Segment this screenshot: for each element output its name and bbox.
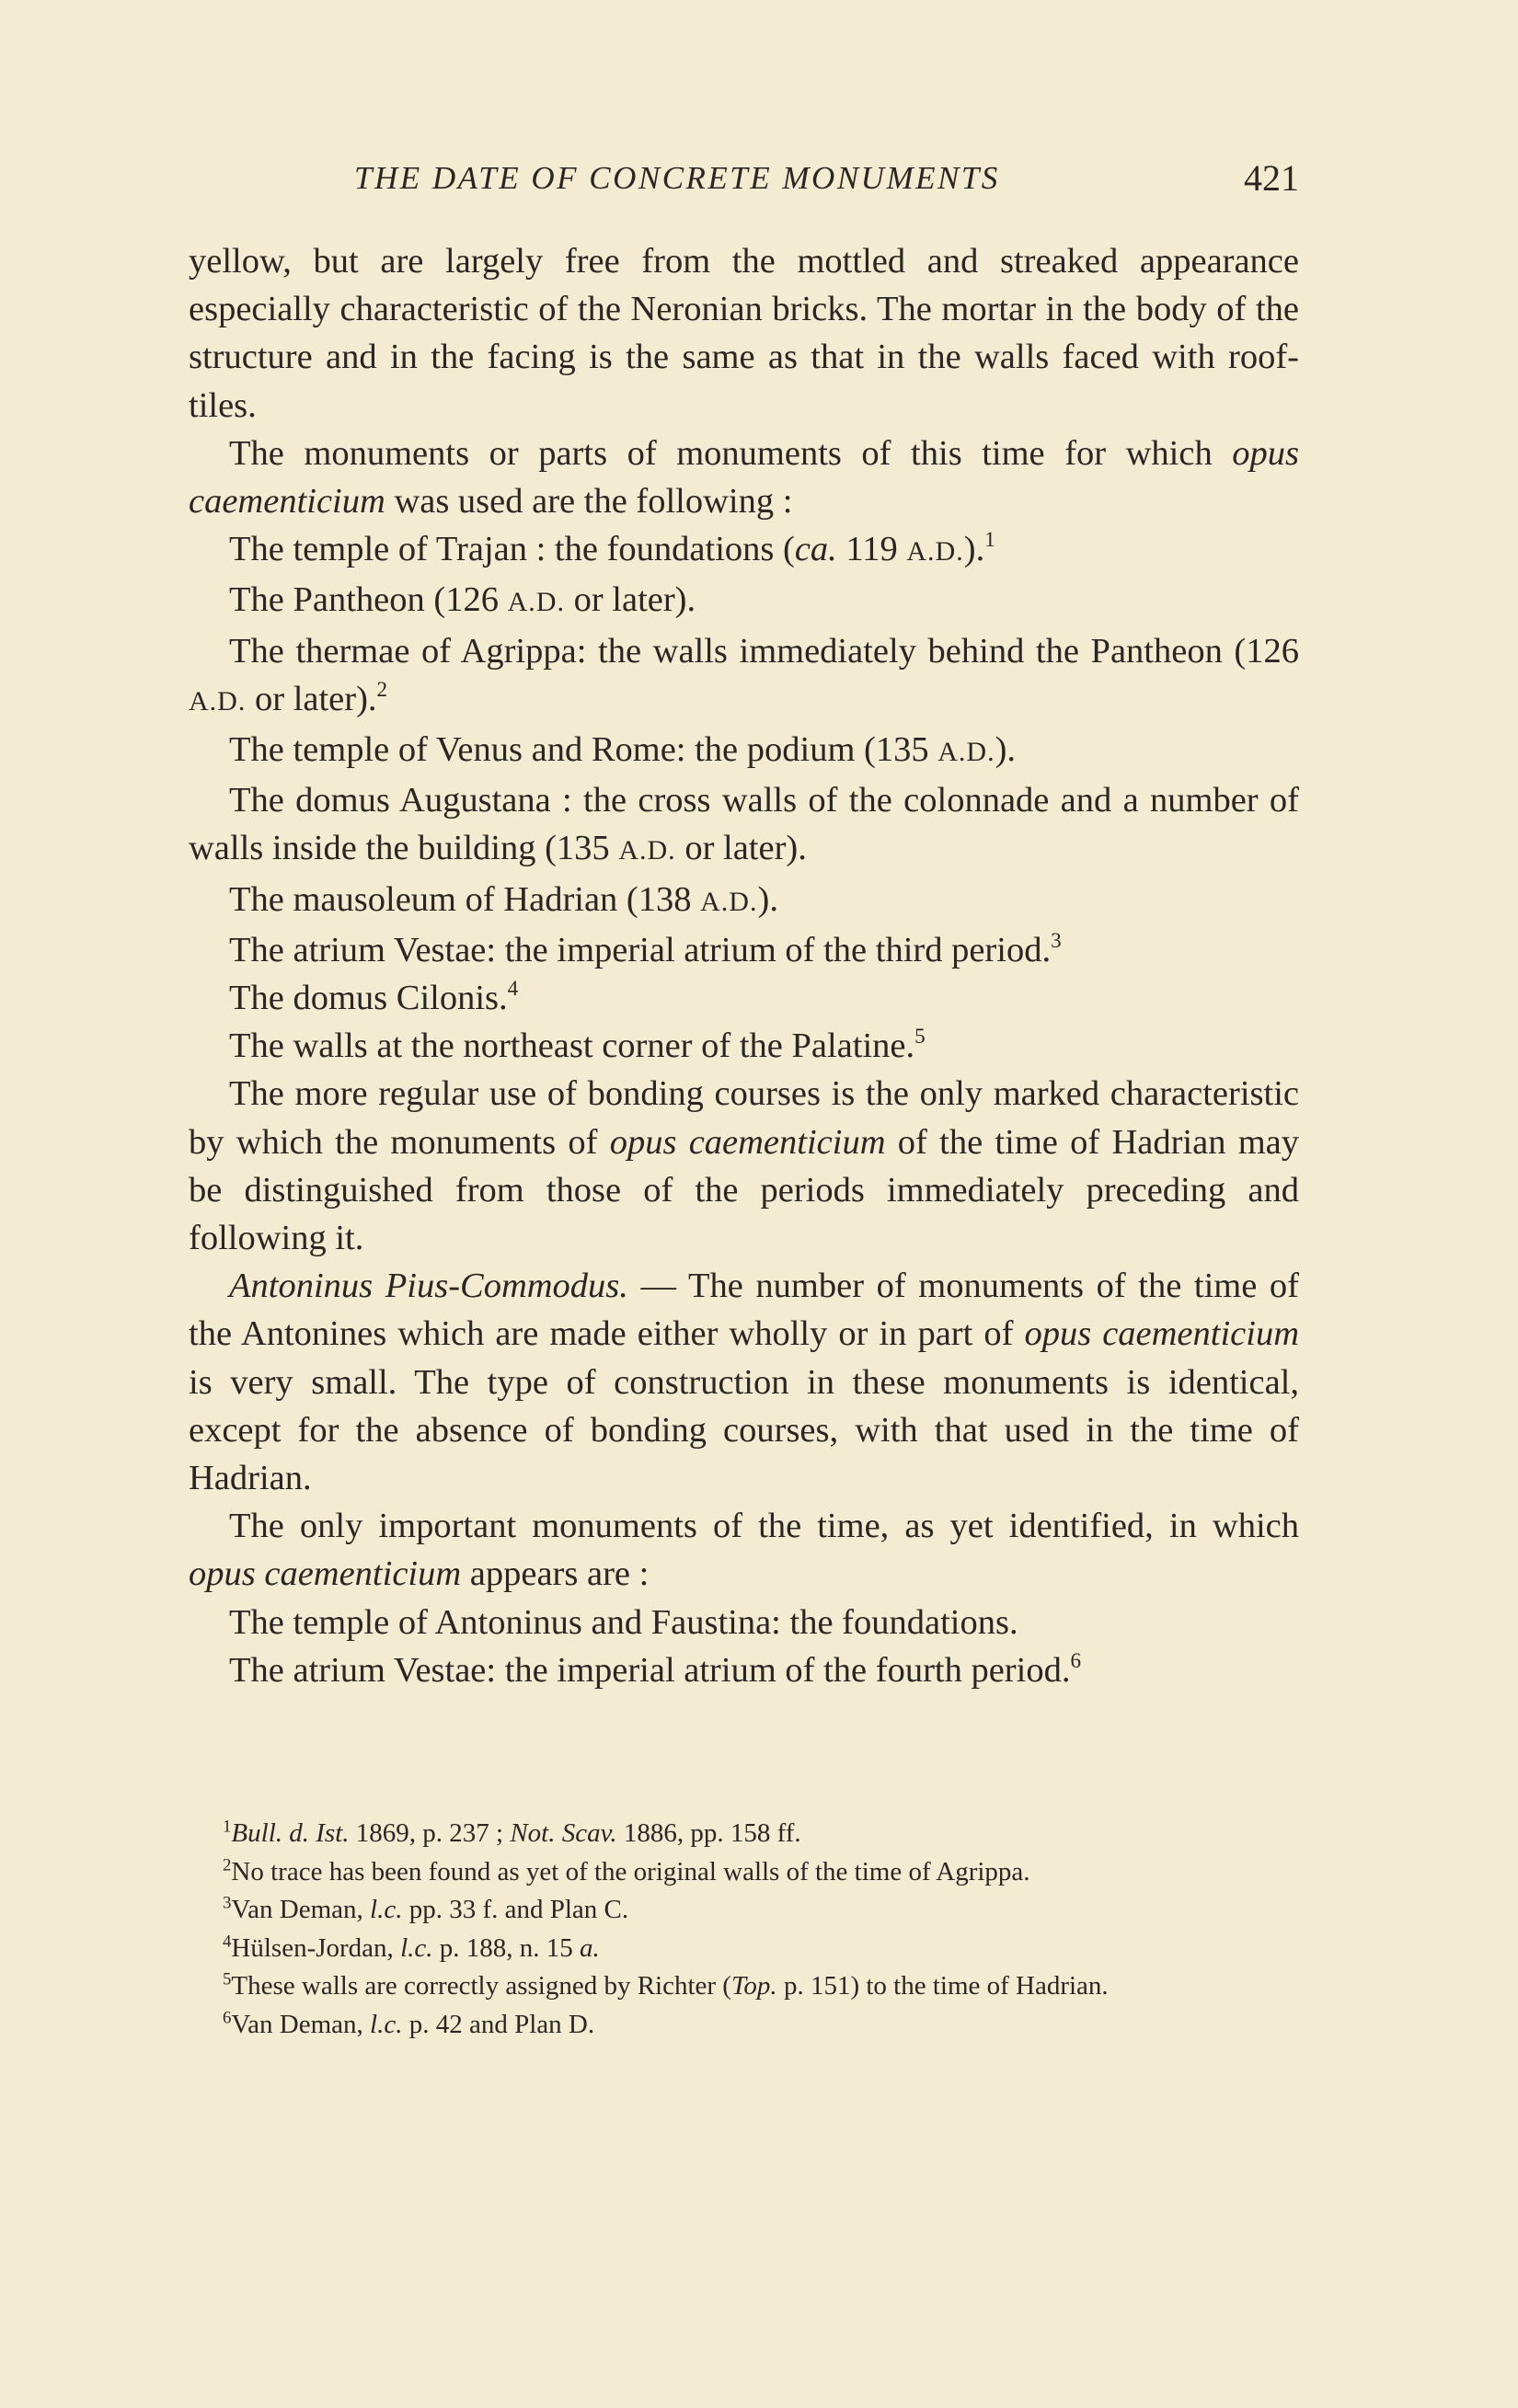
footnote-ref: 2 [376,676,388,701]
monument-entry: The mausoleum of Hadrian (138 A.D.). [229,879,778,919]
section-paragraph: Antoninus Pius-Commodus. — The number of monuments of the time of the Antonines which are made either wholly or in part of opus caementicium is very small. The type of construction in these monuments is identical, except for the absence of bonding courses, with that used in the time of Hadrian. [189,1267,1299,1498]
footnote: $^5$These walls are correctly assigned by Richter (Top. p. 151) to the time of Hadrian. [223,1969,1109,2001]
page-header [189,156,1299,202]
footnote: $^6$Van Deman, l.c. p. 42 and Plan D. [223,2008,595,2039]
page-number: 421 [1244,157,1299,199]
paragraph: yellow, but are largely free from the mottled and streaked appearance especially characteristic of the Neronian bricks. The mortar in the body of the structure and in the facing is the same as that in the walls faced with roof-tiles. [189,242,1299,425]
monument-entry: The temple of Antoninus and Faustina: the foundations. [229,1602,1018,1642]
body-text [189,237,1299,1694]
footnote-ref: 1 [984,527,995,552]
footnote: $^4$Hülsen-Jordan, l.c. p. 188, n. 15 a. [223,1932,600,1963]
section-heading: Antoninus Pius-Commodus. [229,1267,628,1306]
footnote-ref: 4 [507,976,519,1001]
footnote: $^1$Bull. d. Ist. 1869, p. 237 ; Not. Scav. 1886, pp. 158 ff. [223,1817,801,1848]
footnote: $^3$Van Deman, l.c. pp. 33 f. and Plan C. [223,1893,629,1924]
footnotes [182,1815,1299,2044]
monument-entry: The Pantheon (126 A.D. or later). [229,580,696,620]
monument-entry: The thermae of Agrippa: the walls immediately behind the Pantheon (126 A.D. or later).$^2$ [189,631,1299,718]
monument-entry: The temple of Trajan : the foundations (ca. 119 A.D.).$^1$ [229,527,995,569]
paragraph: The more regular use of bonding courses is the only marked characteristic by which the monuments of opus caementicium of the time of Hadrian may be distinguished from those of the periods immediately preceding and following it. [189,1074,1300,1258]
monument-entry: The walls at the northeast corner of the Palatine.$^5$ [229,1024,926,1066]
monument-entry: The atrium Vestae: the imperial atrium of the third period.$^3$ [229,927,1062,969]
footnote-ref: 5 [914,1024,926,1049]
footnote-ref: 3 [1051,927,1062,952]
footnote: $^2$No trace has been found as yet of the original walls of the time of Agrippa. [223,1855,1030,1886]
footnote-ref: 6 [1070,1647,1081,1672]
monument-entry: The domus Augustana : the cross walls of the colonnade and a number of walls inside the building (135 A.D. or later). [189,781,1299,868]
paragraph: The monuments or parts of monuments of this time for which opus caementicium was used are the following : [189,433,1299,522]
monument-entry: The domus Cilonis.$^4$ [229,976,519,1018]
paragraph: The only important monuments of the time, as yet identified, in which opus caementicium appears are : [189,1507,1299,1594]
monument-entry: The atrium Vestae: the imperial atrium of the fourth period.$^6$ [229,1647,1081,1690]
monument-entry: The temple of Venus and Rome: the podium (135 A.D.). [229,730,1017,770]
running-head: THE DATE OF CONCRETE MONUMENTS [354,160,1000,196]
